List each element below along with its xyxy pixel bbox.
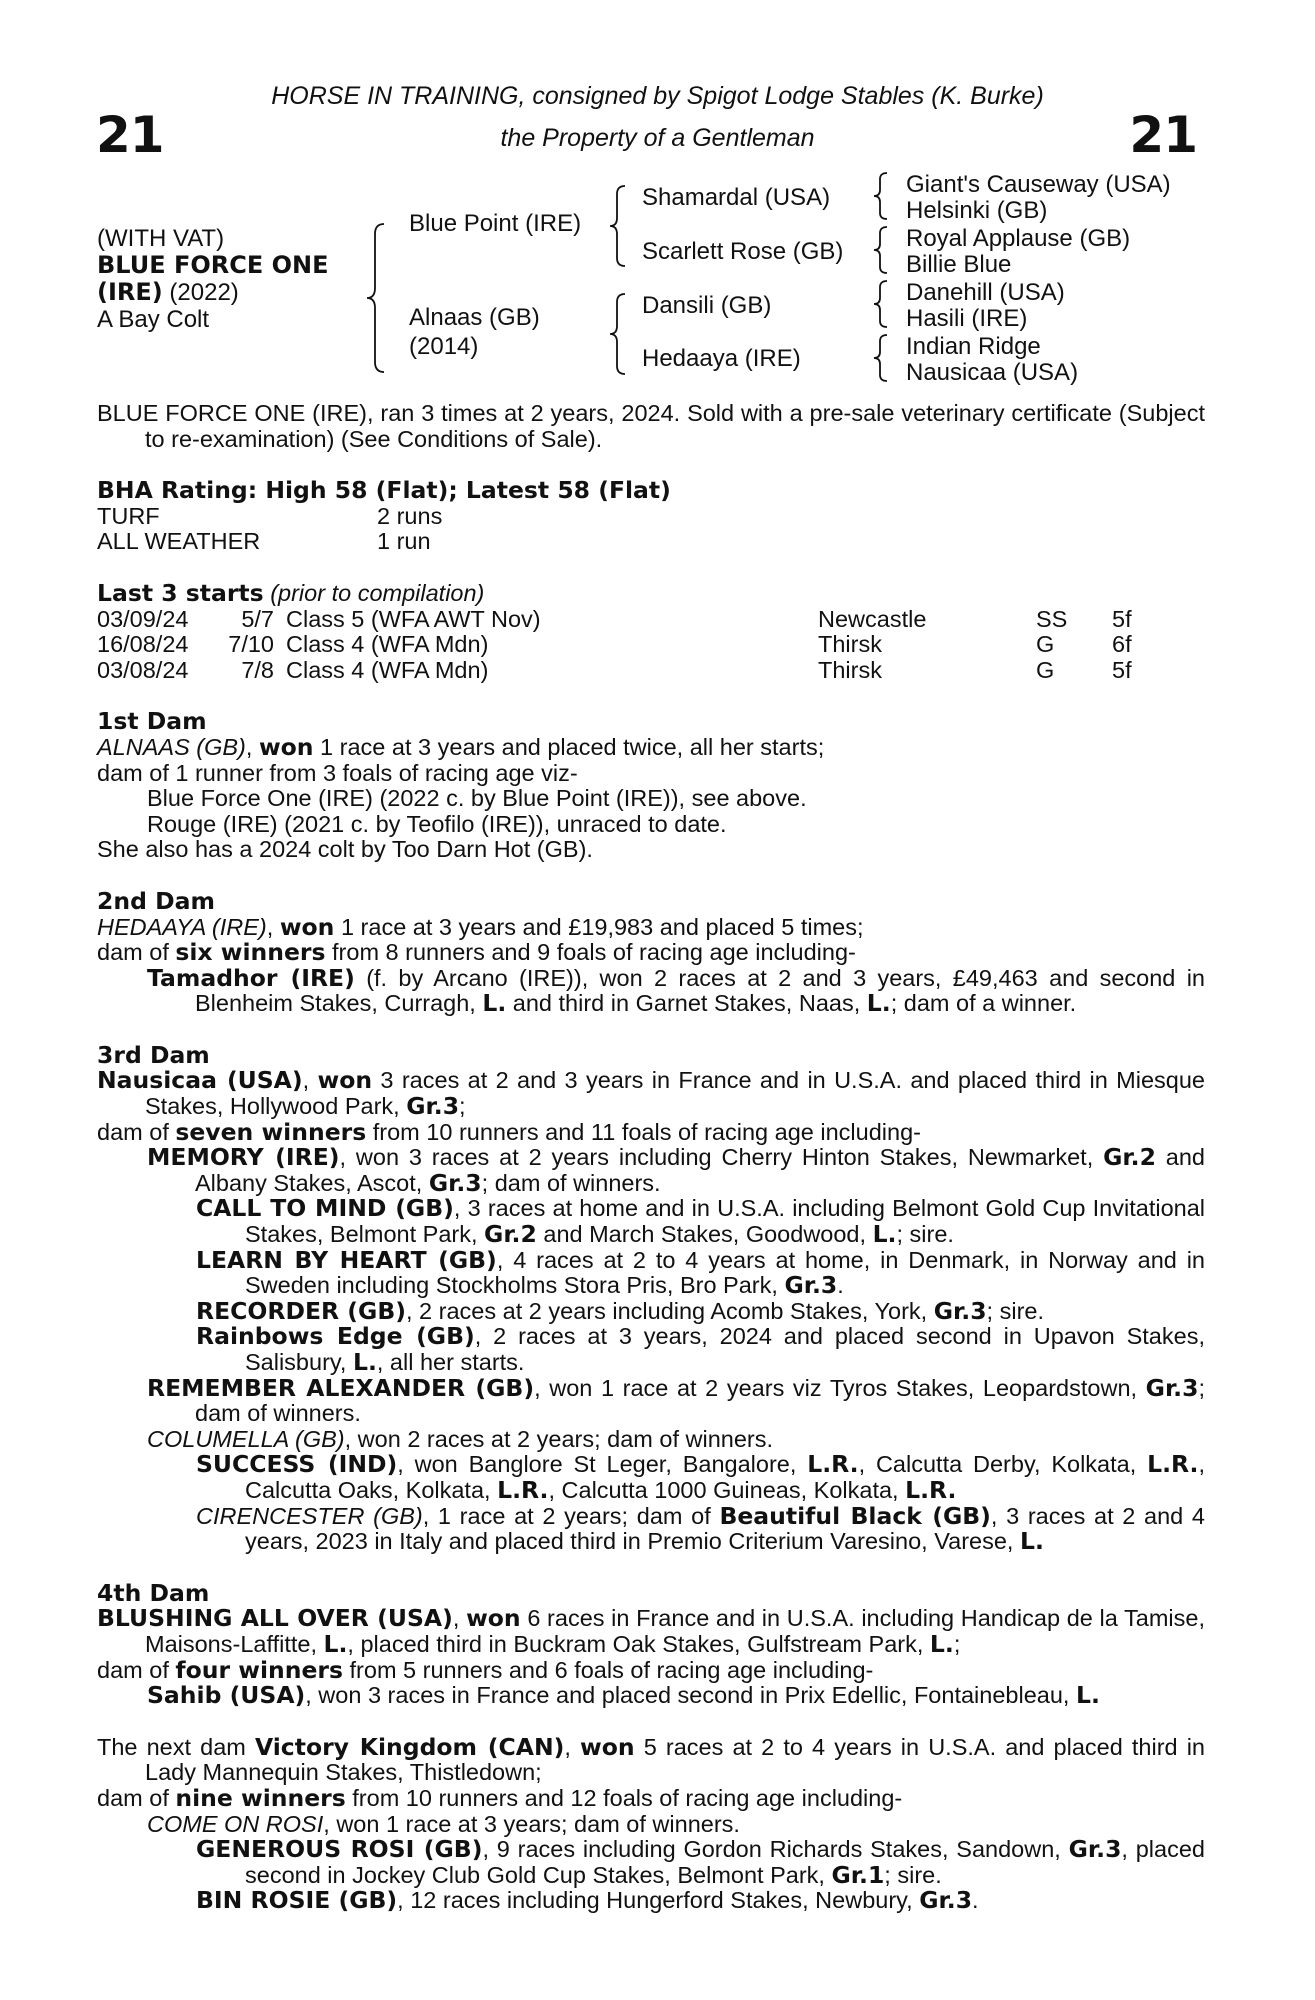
won-label: won	[258, 732, 314, 761]
runner-record: , all her starts.	[376, 1349, 525, 1375]
dam-summary: Nausicaa (USA), won 3 races at 2 and 3 years in France and in U.S.A. and placed third in Miesque Stakes, Hollywood Park, Gr.3;	[97, 1066, 1205, 1121]
rating-row-all-weather	[97, 529, 1205, 555]
runner-record: , Calcutta 1000 Guineas, Kolkata,	[548, 1476, 906, 1503]
horse-description: A Bay Colt	[97, 306, 210, 333]
race-grade: L.R.	[1147, 1450, 1199, 1479]
section-title: 1st Dam	[97, 707, 207, 736]
runner-record: ; sire.	[884, 1861, 942, 1888]
runner-name: Beautiful Black (GB)	[719, 1501, 991, 1530]
starts-section	[97, 578, 1205, 683]
start-row	[97, 658, 1205, 684]
vat-note: (WITH VAT)	[97, 225, 225, 252]
race-grade: L.R.	[807, 1450, 859, 1479]
dam-record: 1 race at 3 years and placed twice, all her starts;	[313, 733, 825, 760]
winners-count: seven winners	[175, 1117, 367, 1146]
runner-record: , 3 races at home and in U.S.A. including Belmont Gold Cup Invitational Stakes, Belmont Park,	[245, 1195, 1205, 1248]
property-line: the Property of a Gentleman	[500, 124, 815, 152]
runner-record: ; sire.	[896, 1221, 954, 1248]
runner-record: , 12 races including Hungerford Stakes, Newbury,	[397, 1887, 920, 1914]
produce-text: from 5 runners and 6 foals of racing age including-	[343, 1656, 874, 1683]
rating-surface: TURF	[97, 502, 160, 529]
dam-dam: Hedaaya (IRE)	[642, 345, 801, 372]
start-position: 7/8	[241, 656, 274, 683]
ancestor-indian-ridge: Indian Ridge	[906, 333, 1041, 360]
runner-record: , 2 races at 2 years including Acomb Stakes, York,	[406, 1297, 934, 1324]
runner-record: , placed second in Jockey Club Gold Cup Stakes, Belmont Park,	[245, 1836, 1205, 1888]
runner-record: .	[837, 1272, 844, 1299]
horse-name: BLUE FORCE ONE	[97, 251, 329, 279]
runner-record: , 4 races at 2 to 4 years at home, in Denmark, in Norway and in Sweden including Stockholms Stora Pris, Bro Park,	[245, 1246, 1206, 1299]
runner-record: , 2 races at 3 years, 2024 and placed second in Upavon Stakes, Salisbury,	[245, 1323, 1205, 1375]
start-course: Thirsk	[818, 631, 882, 658]
produce-line: dam of 1 runner from 3 foals of racing age viz-	[97, 759, 578, 786]
runner-name: GENEROUS ROSI (GB)	[196, 1835, 483, 1864]
runner-name: RECORDER (GB)	[196, 1296, 406, 1325]
runner-record: , 1 race at 2 years; dam of	[422, 1502, 720, 1529]
pedigree-brace-g1	[872, 171, 890, 221]
section-title: 2nd Dam	[97, 886, 215, 915]
produce-item	[97, 1245, 1206, 1300]
start-race: Class 4 (WFA Mdn)	[286, 631, 489, 658]
catalogue-body	[97, 401, 1205, 1914]
dam-record: , placed third in Buckram Oak Stakes, Gulfstream Park,	[347, 1630, 930, 1657]
runner-record: and March Stakes, Goodwood,	[536, 1221, 873, 1248]
race-grade: Gr.1	[831, 1860, 885, 1889]
race-grade: Gr.2	[1103, 1143, 1156, 1172]
runner-name: COLUMELLA (GB)	[147, 1425, 345, 1452]
race-grade: Gr.2	[484, 1220, 537, 1249]
produce-text: from 10 runners and 12 foals of racing age including-	[345, 1784, 903, 1811]
intro-paragraph: BLUE FORCE ONE (IRE), ran 3 times at 2 years, 2024. Sold with a pre-sale veterinary certificate (Subject to re-examination) (See Conditions of Sale).	[97, 400, 1205, 452]
runner-record: ; dam of winners.	[195, 1374, 1205, 1427]
fourth-dam-section	[97, 1578, 1205, 1710]
winners-count: four winners	[175, 1655, 343, 1684]
produce-text: dam of	[97, 1118, 176, 1145]
start-distance: 5f	[1112, 605, 1132, 632]
produce-item	[97, 1837, 1205, 1888]
runner-record: ; dam of a winner.	[890, 990, 1077, 1017]
starts-heading	[97, 578, 1205, 607]
runner-record: , won 2 races at 2 years; dam of winners.	[344, 1425, 774, 1452]
race-grade: L.	[352, 1348, 377, 1376]
dam-summary: ALNAAS (GB), won 1 race at 3 years and placed twice, all her starts;	[97, 732, 825, 761]
start-distance: 5f	[1112, 656, 1132, 683]
start-course: Thirsk	[818, 656, 882, 683]
third-dam-section	[97, 1040, 1206, 1556]
produce-text: dam of	[97, 1656, 176, 1683]
dam-record: 1 race at 3 years and £19,983 and placed 5 times;	[334, 913, 864, 940]
dam-name: HEDAAYA (IRE)	[97, 913, 267, 940]
start-going: G	[1036, 631, 1055, 658]
runner-name: Sahib (USA)	[147, 1681, 306, 1710]
runner-record: , won 1 race at 3 years; dam of winners.	[323, 1810, 740, 1837]
produce-item	[97, 1888, 1205, 1914]
produce-item	[97, 1296, 1205, 1325]
produce-item: Blue Force One (IRE) (2022 c. by Blue Point (IRE)), see above.	[147, 785, 807, 812]
race-grade: L.	[929, 1629, 954, 1658]
runner-record: , 3 races at 2 and 4 years, 2023 in Italy and placed third in Premio Criterium Varesino, Varese,	[245, 1502, 1205, 1555]
race-grade: Gr.3	[406, 1092, 460, 1121]
start-going: SS	[1036, 605, 1068, 632]
runner-record: ; dam of winners.	[481, 1169, 661, 1196]
produce-item	[97, 1683, 1205, 1709]
dam-record: 5 races at 2 to 4 years in U.S.A. and placed third in Lady Mannequin Stakes, Thistledown;	[145, 1733, 1205, 1786]
section-title: 3rd Dam	[97, 1040, 210, 1069]
race-grade: L.	[1020, 1527, 1044, 1556]
start-course: Newcastle	[818, 605, 927, 632]
produce-item	[97, 1373, 1205, 1427]
runner-name: BIN ROSIE (GB)	[196, 1886, 398, 1915]
race-grade: L.	[866, 989, 891, 1018]
runner-record: and third in Garnet Stakes, Naas,	[506, 990, 867, 1017]
start-distance: 6f	[1112, 631, 1132, 658]
horse-name-suffix	[97, 279, 239, 306]
pedigree-brace-dam	[608, 292, 628, 376]
won-label: won	[317, 1066, 373, 1095]
race-grade: Gr.3	[933, 1296, 987, 1325]
rating-runs: 1 run	[377, 528, 431, 555]
produce-note: She also has a 2024 colt by Too Darn Hot (GB).	[97, 836, 593, 863]
produce-item	[97, 1427, 1205, 1453]
dam-intro: The next dam	[97, 1733, 255, 1760]
ancestor-royal-applause: Royal Applause (GB)	[906, 225, 1131, 252]
runner-record: , Calcutta Oaks, Kolkata,	[245, 1451, 1205, 1503]
start-race: Class 5 (WFA AWT Nov)	[286, 605, 541, 632]
sire-sire: Shamardal (USA)	[642, 184, 831, 211]
produce-text: dam of	[97, 1784, 176, 1811]
race-grade: L.	[1075, 1681, 1100, 1710]
rating-section	[97, 478, 1205, 555]
runner-record: ; sire.	[986, 1297, 1045, 1324]
first-dam-section	[97, 709, 1205, 863]
race-grade: Gr.3	[428, 1168, 482, 1197]
ancestor-helsinki: Helsinki (GB)	[906, 197, 1048, 224]
starts-title: Last 3 starts	[97, 578, 264, 607]
race-grade: L.	[323, 1629, 348, 1658]
start-date: 03/08/24	[97, 656, 189, 683]
race-grade: Gr.3	[919, 1886, 973, 1915]
dam-record: 3 races at 2 and 3 years in France and in U.S.A. and placed third in Miesque Stakes, Hollywood Park,	[145, 1067, 1205, 1120]
sire-dam: Scarlett Rose (GB)	[642, 238, 844, 265]
runner-name: Rainbows Edge (GB)	[196, 1322, 475, 1351]
rating-title: BHA Rating: High 58 (Flat); Latest 58 (Flat)	[97, 476, 671, 505]
produce-item	[97, 1196, 1205, 1247]
ancestor-nausicaa: Nausicaa (USA)	[906, 359, 1079, 386]
produce-item: Rouge (IRE) (2021 c. by Teofilo (IRE)), unraced to date.	[147, 810, 727, 837]
runner-name: Tamadhor (IRE)	[147, 963, 355, 992]
runner-record: .	[972, 1887, 979, 1914]
race-grade: L.R.	[905, 1475, 957, 1504]
produce-line	[97, 1655, 1205, 1684]
dam-summary: The next dam Victory Kingdom (CAN), won 5 races at 2 to 4 years in U.S.A. and placed third in Lady Mannequin Stakes, Thistledown;	[97, 1732, 1205, 1786]
sire-name: Blue Point (IRE)	[409, 210, 582, 237]
pedigree-brace-g3	[872, 279, 890, 329]
rating-row-turf	[97, 504, 1205, 530]
start-date: 03/09/24	[97, 605, 189, 632]
runner-name: CALL TO MIND (GB)	[196, 1194, 454, 1223]
runner-record: (f. by Arcano (IRE)), won 2 races at 2 and 3 years, £49,463 and second in Blenheim Stakes, Curragh,	[195, 964, 1206, 1017]
runner-name: REMEMBER ALEXANDER (GB)	[147, 1373, 535, 1402]
pedigree-brace-g4	[872, 333, 890, 383]
produce-item	[97, 1324, 1205, 1375]
lot-number-left: 21	[96, 106, 164, 164]
race-grade: L.	[872, 1220, 897, 1249]
dam-summary: HEDAAYA (IRE), won 1 race at 3 years and £19,983 and placed 5 times;	[97, 912, 864, 941]
dam-name: Nausicaa (USA)	[97, 1066, 303, 1095]
produce-item	[97, 1812, 1205, 1838]
produce-line	[97, 1783, 1205, 1812]
race-grade: Gr.3	[784, 1271, 838, 1300]
won-label: won	[580, 1732, 635, 1761]
second-dam-section	[97, 886, 1206, 1018]
runner-record: , Calcutta Derby, Kolkata,	[858, 1451, 1148, 1478]
section-title: 4th Dam	[97, 1578, 210, 1607]
produce-text: dam of	[97, 939, 176, 966]
dam-record: ;	[953, 1630, 961, 1657]
start-row	[97, 607, 1205, 633]
runner-name: MEMORY (IRE)	[147, 1143, 340, 1172]
produce-item	[97, 1501, 1205, 1556]
dam-name: Victory Kingdom (CAN)	[254, 1732, 565, 1761]
dam-name: Alnaas (GB)	[409, 304, 540, 331]
dam-summary: BLUSHING ALL OVER (USA), won 6 races in France and in U.S.A. including Handicap de la Tamise, Maisons-Laffitte, L., placed third in Buckram Oak Stakes, Gulfstream Park, L.;	[97, 1604, 1205, 1658]
dam-record: ;	[459, 1093, 466, 1120]
pedigree-brace-main	[364, 222, 388, 374]
race-grade: L.	[482, 989, 507, 1018]
dam-record: 6 races in France and in U.S.A. including Handicap de la Tamise, Maisons-Laffitte,	[145, 1605, 1205, 1657]
produce-text: from 8 runners and 9 foals of racing age including-	[325, 939, 856, 966]
winners-count: nine winners	[175, 1783, 346, 1812]
start-date: 16/08/24	[97, 631, 189, 658]
runner-record: , 9 races including Gordon Richards Stakes, Sandown,	[482, 1836, 1069, 1863]
start-going: G	[1036, 656, 1055, 683]
produce-line	[97, 940, 1205, 966]
ancestor-hasili: Hasili (IRE)	[906, 305, 1028, 332]
runner-name: LEARN BY HEART (GB)	[196, 1245, 497, 1274]
ancestor-giants-causeway: Giant's Causeway (USA)	[906, 171, 1171, 198]
won-label: won	[279, 912, 335, 941]
dam-sire: Dansili (GB)	[642, 292, 772, 319]
produce-line	[97, 1117, 1205, 1146]
dam-name: ALNAAS (GB)	[97, 733, 246, 760]
runner-record: , won 3 races at 2 years including Cherry Hinton Stakes, Newmarket,	[339, 1144, 1104, 1171]
horse-country: (IRE)	[97, 278, 163, 306]
produce-item	[97, 1452, 1205, 1503]
produce-item	[97, 1145, 1205, 1196]
start-position: 7/10	[228, 631, 274, 658]
horse-year: (2022)	[162, 279, 239, 306]
consignor-line: HORSE IN TRAINING, consigned by Spigot Lodge Stables (K. Burke)	[271, 82, 1044, 110]
race-grade: Gr.3	[1068, 1835, 1122, 1864]
dam-year: (2014)	[409, 333, 479, 360]
starts-note: (prior to compilation)	[263, 579, 485, 606]
ancestor-danehill: Danehill (USA)	[906, 279, 1065, 306]
runner-name: CIRENCESTER (GB)	[196, 1502, 423, 1529]
race-grade: L.R.	[497, 1475, 549, 1504]
start-row	[97, 632, 1205, 658]
lot-number-right: 21	[1129, 106, 1197, 164]
pedigree-brace-sire	[608, 184, 628, 268]
runner-name: SUCCESS (IND)	[196, 1450, 398, 1479]
start-race: Class 4 (WFA Mdn)	[286, 656, 489, 683]
start-position: 5/7	[241, 605, 274, 632]
winners-count: six winners	[175, 938, 326, 967]
ancestor-billie-blue: Billie Blue	[906, 251, 1012, 278]
runner-name: COME ON ROSI	[147, 1810, 324, 1837]
won-label: won	[466, 1604, 521, 1633]
runner-record: , won 3 races in France and placed second in Prix Edellic, Fontainebleau,	[305, 1682, 1076, 1709]
race-grade: Gr.3	[1145, 1373, 1199, 1402]
dam-name: BLUSHING ALL OVER (USA)	[97, 1604, 453, 1633]
next-dam-section	[97, 1732, 1205, 1915]
runner-record: , won 1 race at 2 years viz Tyros Stakes, Leopardstown,	[534, 1374, 1146, 1401]
produce-item	[97, 963, 1206, 1018]
produce-text: from 10 runners and 11 foals of racing age including-	[366, 1118, 921, 1145]
runner-record: and Albany Stakes, Ascot,	[195, 1144, 1205, 1196]
rating-runs: 2 runs	[377, 502, 443, 529]
runner-record: , won Banglore St Leger, Bangalore,	[397, 1451, 808, 1478]
rating-surface: ALL WEATHER	[97, 528, 261, 555]
pedigree-brace-g2	[872, 225, 890, 275]
